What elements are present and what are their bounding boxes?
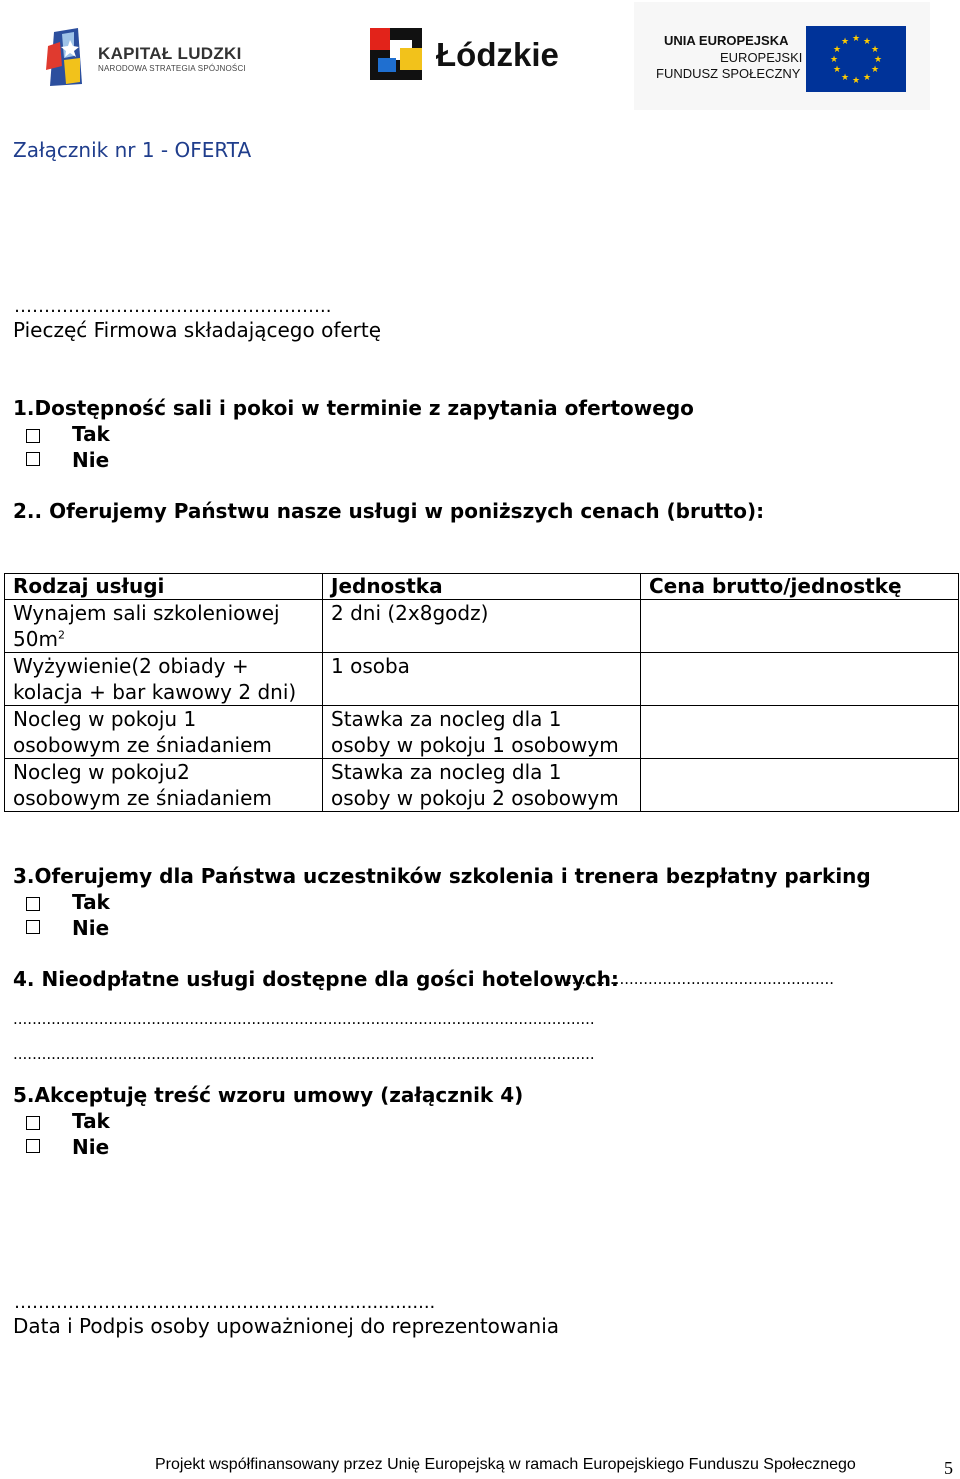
table-header-row	[5, 574, 959, 600]
signature-label: Data i Podpis osoby upoważnionej do reprezentowania	[13, 1314, 560, 1338]
table-cell-service	[5, 600, 323, 653]
section4-heading: 4. Nieodpłatne usługi dostępne dla gości hotelowych:	[13, 967, 619, 991]
service-line: Nocleg w pokoju 1	[13, 707, 197, 731]
service-line: osobowym ze śniadaniem	[13, 733, 272, 757]
price-table	[4, 573, 959, 812]
page-number: 5	[944, 1458, 953, 1478]
section5-tak-label: Tak	[72, 1109, 110, 1133]
unit-line: Stawka za nocleg dla 1	[331, 760, 562, 784]
service-line: osobowym ze śniadaniem	[13, 786, 272, 810]
kapital-ludzki-emblem-icon	[44, 26, 88, 88]
svg-text:★: ★	[832, 65, 842, 75]
lodzkie-logo	[370, 26, 570, 86]
service-line: Wynajem sali szkoleniowej	[13, 601, 280, 625]
lodzkie-wordmark: Łódzkie	[436, 36, 559, 73]
table-cell-service	[5, 759, 323, 812]
table-cell-price[interactable]	[641, 600, 959, 653]
table-cell-price[interactable]	[641, 759, 959, 812]
section5-nie-checkbox[interactable]	[26, 1139, 40, 1153]
section3-nie-checkbox[interactable]	[26, 920, 40, 934]
section4-fill-line-3[interactable]: ..........................................................................................................................	[13, 1045, 595, 1063]
table-cell-unit	[323, 600, 641, 653]
section3-nie-label: Nie	[72, 916, 110, 940]
section3-heading: 3.Oferujemy dla Państwa uczestników szkolenia i trenera bezpłatny parking	[13, 864, 871, 888]
section5-nie-label: Nie	[72, 1135, 110, 1159]
section4-fill-dots[interactable]: ........................................................	[567, 970, 835, 988]
table-header-price: Cena brutto/jednostkę	[641, 574, 959, 600]
table-cell-price[interactable]	[641, 653, 959, 706]
table-cell-price[interactable]	[641, 706, 959, 759]
lodzkie-emblem-icon	[370, 28, 422, 80]
section1-nie-checkbox[interactable]	[26, 452, 40, 466]
document-title: Załącznik nr 1 - OFERTA	[13, 138, 252, 162]
table-cell-unit	[323, 706, 641, 759]
section3-tak-checkbox[interactable]	[26, 897, 40, 911]
svg-text:★: ★	[870, 65, 880, 75]
section1-tak-label: Tak	[72, 422, 110, 446]
table-cell-service	[5, 653, 323, 706]
section2-heading: 2.. Oferujemy Państwu nasze usługi w poniższych cenach (brutto):	[13, 499, 765, 523]
svg-text:★: ★	[862, 37, 872, 47]
section1-nie-label: Nie	[72, 448, 110, 472]
section1-heading: 1.Dostępność sali i pokoi w terminie z zapytania ofertowego	[13, 396, 694, 420]
eu-logo-line3: FUNDUSZ SPOŁECZNY	[656, 66, 801, 81]
service-line: 50m	[13, 627, 58, 651]
svg-text:★: ★	[862, 73, 872, 83]
signature-dots: ……………………………………………….................	[14, 1292, 436, 1313]
table-header-unit: Jednostka	[323, 574, 641, 600]
section3-tak-label: Tak	[72, 890, 110, 914]
table-row	[5, 600, 959, 653]
svg-text:★: ★	[870, 45, 880, 55]
svg-text:★: ★	[840, 73, 850, 83]
section5-tak-checkbox[interactable]	[26, 1116, 40, 1130]
kapital-ludzki-title: KAPITAŁ LUDZKI	[98, 44, 242, 63]
section1-tak-checkbox[interactable]	[26, 429, 40, 443]
service-line: Nocleg w pokoju2	[13, 760, 190, 784]
section4-fill-line-2[interactable]: ..........................................................................................................................	[13, 1010, 595, 1028]
eu-logo-line1: UNIA EUROPEJSKA	[664, 33, 789, 48]
stamp-dots: ……………………………………………..	[14, 296, 332, 317]
kapital-ludzki-logo	[44, 22, 254, 92]
table-header-service: Rodzaj usługi	[5, 574, 323, 600]
svg-text:★: ★	[851, 76, 861, 86]
service-superscript: 2	[57, 628, 65, 642]
svg-text:★: ★	[873, 55, 883, 65]
svg-text:★: ★	[851, 34, 861, 44]
table-row	[5, 653, 959, 706]
unit-line: Stawka za nocleg dla 1	[331, 707, 562, 731]
stamp-label: Pieczęć Firmowa składającego ofertę	[13, 318, 382, 342]
svg-text:★: ★	[832, 45, 842, 55]
footer-text: Projekt współfinansowany przez Unię Europejską w ramach Europejskiego Funduszu Społecznego	[155, 1456, 856, 1473]
unit-line: osoby w pokoju 2 osobowym	[331, 786, 619, 810]
svg-text:★: ★	[840, 37, 850, 47]
table-row	[5, 759, 959, 812]
table-cell-unit	[323, 759, 641, 812]
table-row	[5, 706, 959, 759]
service-line: kolacja + bar kawowy 2 dni)	[13, 680, 297, 704]
table-cell-unit	[323, 653, 641, 706]
unit-line: 1 osoba	[331, 654, 410, 678]
unit-line: 2 dni (2x8godz)	[331, 601, 489, 625]
unit-line: osoby w pokoju 1 osobowym	[331, 733, 619, 757]
eu-flag-icon	[806, 26, 906, 92]
section5-heading: 5.Akceptuję treść wzoru umowy (załącznik 4)	[13, 1083, 524, 1107]
kapital-ludzki-subtitle: NARODOWA STRATEGIA SPÓJNOŚCI	[98, 64, 246, 73]
eu-efs-logo	[634, 2, 930, 110]
table-cell-service	[5, 706, 323, 759]
service-line: Wyżywienie(2 obiady +	[13, 654, 249, 678]
svg-text:★: ★	[829, 55, 839, 65]
eu-logo-line2: EUROPEJSKI	[720, 50, 803, 65]
